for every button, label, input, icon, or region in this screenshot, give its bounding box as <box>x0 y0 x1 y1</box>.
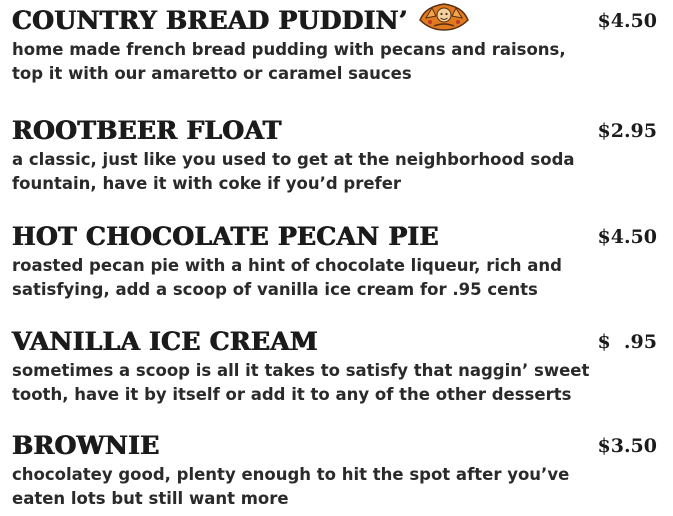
description-line: chocolatey good, plenty enough to hit the spot after you’ve <box>12 465 570 484</box>
description-line: a classic, just like you used to get at the neighborhood soda <box>12 150 575 169</box>
menu-item-price: $4.50 <box>597 226 657 248</box>
menu-item-vanilla-ice-cream <box>12 327 657 407</box>
menu-item-name: VANILLA ICE CREAM <box>12 327 318 356</box>
menu-item-price: $3.50 <box>597 435 657 457</box>
menu-item-header <box>12 431 657 461</box>
menu-item-description <box>12 463 652 511</box>
menu-item-name: COUNTRY BREAD PUDDIN’ <box>12 6 408 35</box>
description-line: eaten lots but still want more <box>12 489 289 508</box>
menu-item-rootbeer-float <box>12 116 657 196</box>
menu-item-header <box>12 222 657 252</box>
menu-item-name: ROOTBEER FLOAT <box>12 116 282 145</box>
description-line: tooth, have it by itself or add it to any of the other desserts <box>12 385 572 404</box>
description-line: top it with our amaretto or caramel sauces <box>12 64 412 83</box>
menu-item-description <box>12 148 652 196</box>
menu-item-description <box>12 38 652 86</box>
description-line: sometimes a scoop is all it takes to satisfy that naggin’ sweet <box>12 361 590 380</box>
menu-item-header <box>12 327 657 357</box>
description-line: roasted pecan pie with a hint of chocolate liqueur, rich and <box>12 256 562 275</box>
menu-item-price: $2.95 <box>597 120 657 142</box>
description-line: home made french bread pudding with pecans and raisons, <box>12 40 566 59</box>
menu-item-name: HOT CHOCOLATE PECAN PIE <box>12 222 439 251</box>
menu-item-hot-chocolate-pecan-pie <box>12 222 657 302</box>
mascot-logo-icon <box>418 0 470 32</box>
description-line: satisfying, add a scoop of vanilla ice cream for .95 cents <box>12 280 538 299</box>
menu-item-description <box>12 254 652 302</box>
menu-item-country-bread-puddin <box>12 6 657 86</box>
menu-item-price: $ .95 <box>597 331 657 353</box>
menu-item-header <box>12 6 657 36</box>
menu-item-name: BROWNIE <box>12 431 160 460</box>
menu-item-brownie <box>12 431 657 511</box>
menu-item-header <box>12 116 657 146</box>
menu-item-price: $4.50 <box>597 10 657 32</box>
description-line: fountain, have it with coke if you’d prefer <box>12 174 402 193</box>
menu-item-description <box>12 359 652 407</box>
